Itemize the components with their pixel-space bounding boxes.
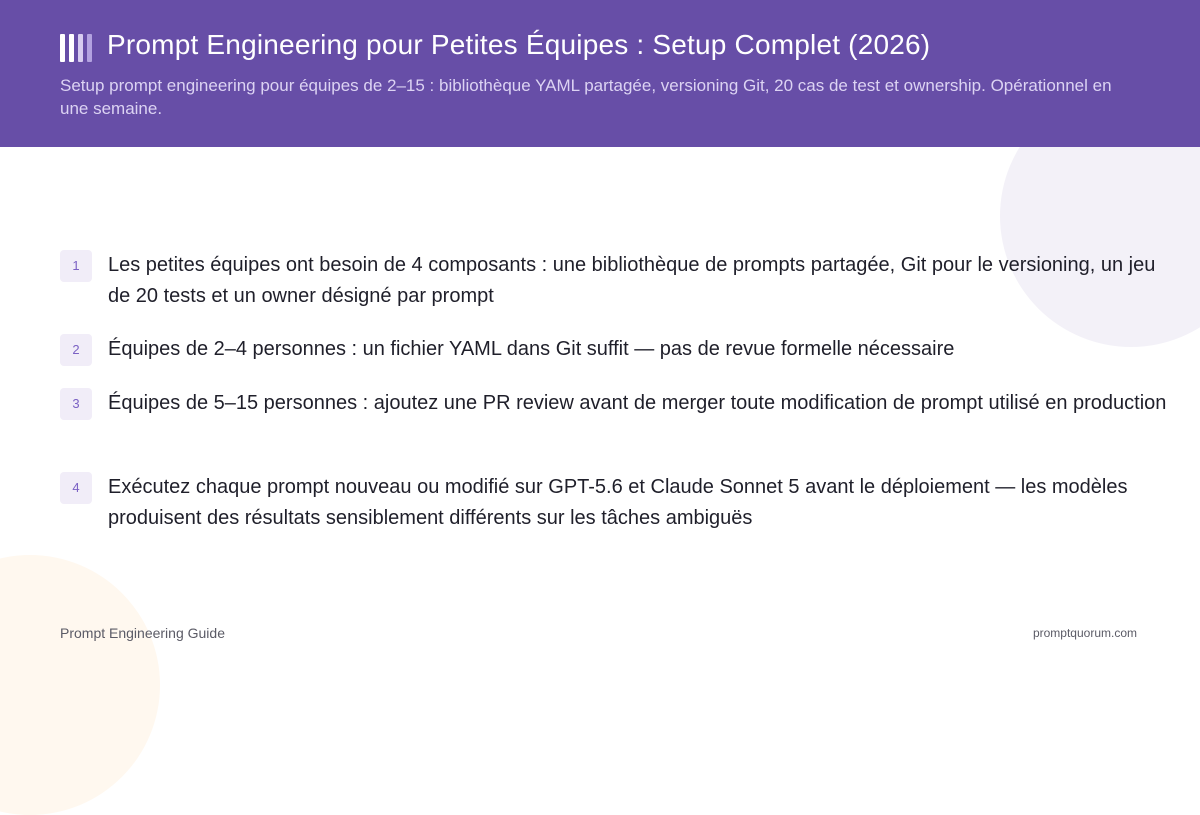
item-number-badge: 1 [60, 250, 92, 282]
vertical-bars-logo-icon [60, 34, 94, 62]
item-text: Exécutez chaque prompt nouveau ou modifié sur GPT-5.6 et Claude Sonnet 5 avant le déploiement — les modèles produisent des résultats sensiblement différents sur les tâches ambiguës [108, 476, 1128, 529]
item-number-badge: 2 [60, 334, 92, 366]
header-banner [0, 0, 1200, 147]
decorative-circle-left [0, 555, 160, 815]
page-subtitle: Setup prompt engineering pour équipes de 2–15 : bibliothèque YAML partagée, versioning Git, 20 cas de test et ownership. Opérationnel en une semaine. [60, 76, 1112, 118]
footer-guide-label: Prompt Engineering Guide [60, 625, 225, 641]
item-number-badge: 3 [60, 388, 92, 420]
item-text: Équipes de 5–15 personnes : ajoutez une PR review avant de merger toute modification de prompt utilisé en production [108, 392, 1167, 414]
item-number-badge: 4 [60, 472, 92, 504]
item-text: Équipes de 2–4 personnes : un fichier YAML dans Git suffit — pas de revue formelle nécessaire [108, 338, 955, 360]
item-text: Les petites équipes ont besoin de 4 composants : une bibliothèque de prompts partagée, Git pour le versioning, un jeu de 20 tests et un owner désigné par prompt [108, 254, 1156, 307]
page-title: Prompt Engineering pour Petites Équipes : Setup Complet (2026) [107, 29, 931, 60]
footer-site-link[interactable]: promptquorum.com [1032, 626, 1137, 640]
